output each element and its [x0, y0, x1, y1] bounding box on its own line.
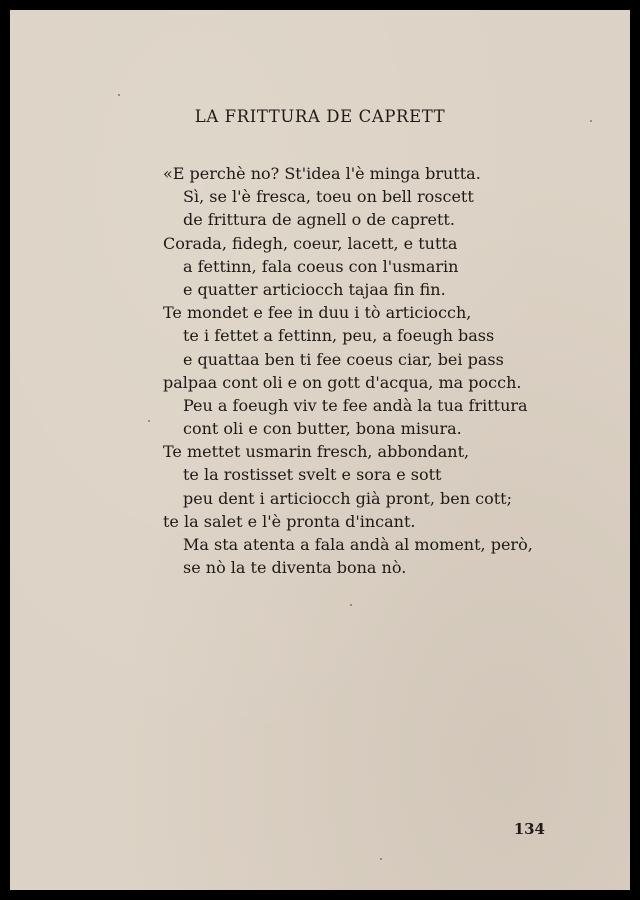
paper-speck: [590, 120, 592, 122]
poem-line: «E perchè no? St'idea l'è minga brutta.: [163, 164, 481, 183]
paper-speck: [350, 604, 352, 606]
poem-line: te la rostisset svelt e sora e sott: [183, 465, 442, 485]
poem-line: e quatter articiocch tajaa fin fin.: [183, 279, 446, 299]
poem-line: cont oli e con butter, bona misura.: [183, 419, 462, 439]
poem: [163, 162, 593, 579]
paper-speck: [380, 858, 382, 860]
poem-line: Sì, se l'è fresca, toeu on bell roscett: [183, 187, 474, 207]
book-page: [10, 10, 630, 890]
poem-line: te la salet e l'è pronta d'incant.: [163, 511, 416, 531]
poem-line: Te mondet e fee in duu i tò articiocch,: [163, 303, 472, 323]
paper-speck: [118, 94, 120, 96]
paper-speck: [148, 420, 150, 422]
poem-line: Corada, fidegh, coeur, lacett, e tutta: [163, 233, 458, 253]
poem-line: Ma sta atenta a fala andà al moment, però,: [183, 535, 533, 554]
poem-line: peu dent i articiocch già pront, ben cott;: [183, 488, 512, 508]
poem-line: Peu a foeugh viv te fee andà la tua frittura: [183, 395, 528, 415]
poem-line: de frittura de agnell o de caprett.: [183, 210, 455, 230]
poem-line: e quattaa ben ti fee coeus ciar, bei pass: [183, 349, 504, 369]
page-number: 134: [513, 820, 545, 838]
page-title: LA FRITTURA DE CAPRETT: [194, 107, 446, 126]
poem-line: te i fettet a fettinn, peu, a foeugh bass: [183, 326, 495, 346]
poem-line: Te mettet usmarin fresch, abbondant,: [163, 442, 470, 462]
poem-line: palpaa cont oli e on gott d'acqua, ma pocch.: [163, 372, 522, 392]
poem-line: se nò la te diventa bona nò.: [183, 558, 407, 578]
poem-line: a fettinn, fala coeus con l'usmarin: [183, 256, 459, 276]
